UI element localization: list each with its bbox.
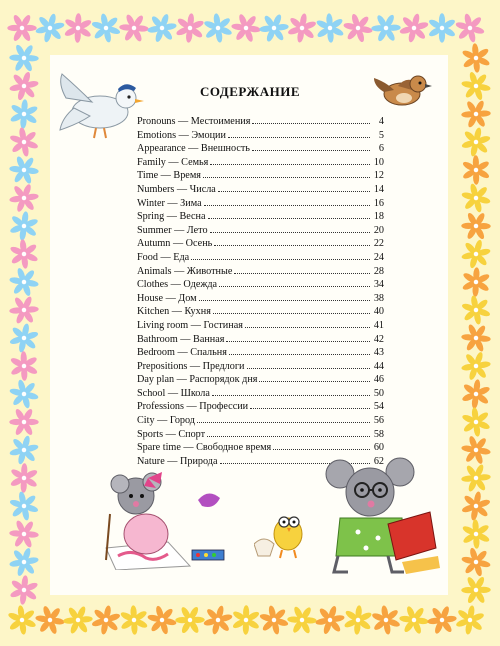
toc-entry-page: 5: [378, 129, 384, 141]
toc-entry: [137, 264, 384, 278]
toc-entry-title: Animals — Животные: [137, 265, 233, 277]
toc-entry: [137, 359, 384, 373]
toc-entry-page: 60: [373, 442, 384, 454]
toc-entry-page: 12: [373, 170, 384, 182]
toc-entry: [137, 386, 384, 400]
flower-decoration: [9, 408, 38, 437]
toc-dot-leader: [219, 277, 370, 287]
toc-entry-page: 62: [373, 455, 384, 467]
flower-decoration: [9, 575, 38, 605]
toc-entry-page: 58: [373, 428, 384, 440]
toc-entry-page: 6: [378, 143, 384, 155]
flower-decoration: [461, 127, 491, 157]
toc-entry-page: 10: [373, 156, 384, 168]
toc-entry-title: Emotions — Эмоции: [137, 129, 226, 141]
toc-dot-leader: [228, 128, 370, 138]
toc-dot-leader: [234, 264, 370, 274]
toc-entry-title: City — Город: [137, 415, 195, 427]
flower-decoration: [461, 323, 491, 352]
flower-decoration: [10, 463, 39, 493]
flower-decoration: [461, 407, 490, 437]
toc-entry-title: Spring — Весна: [137, 211, 206, 223]
toc-entry-page: 16: [373, 197, 384, 209]
toc-dot-leader: [226, 332, 370, 342]
toc-entry-title: Summer — Лето: [137, 224, 208, 236]
toc-entry-title: Kitchen — Кухня: [137, 306, 211, 318]
flower-decoration: [455, 605, 485, 635]
toc-entry-title: Clothes — Одежда: [137, 279, 218, 291]
flower-decoration: [7, 14, 36, 43]
toc-entry-page: 46: [373, 374, 384, 386]
toc-entry: [137, 318, 384, 332]
flower-decoration: [461, 351, 491, 381]
flower-decoration: [461, 463, 491, 492]
flower-decoration: [461, 491, 491, 521]
toc-dot-leader: [207, 427, 370, 437]
flower-decoration: [147, 605, 177, 635]
toc-entry: [137, 250, 384, 264]
toc-entry-page: 38: [373, 292, 384, 304]
toc-entry-title: Numbers — Числа: [137, 183, 216, 195]
flower-decoration: [371, 605, 401, 635]
flower-decoration: [462, 155, 491, 185]
toc-entry-title: Food — Еда: [137, 251, 190, 263]
toc-entry: [137, 372, 384, 386]
flower-decoration: [461, 295, 491, 325]
toc-dot-leader: [259, 372, 370, 382]
toc-entry: [137, 168, 384, 182]
flower-decoration: [399, 605, 429, 634]
toc-dot-leader: [191, 250, 370, 260]
toc-entry: [137, 291, 384, 305]
toc-dot-leader: [252, 114, 370, 124]
flower-decoration: [427, 605, 457, 634]
page-title: СОДЕРЖАНИЕ: [199, 84, 301, 99]
toc-entry-page: 28: [373, 265, 384, 277]
toc-dot-leader: [204, 196, 370, 206]
toc-entry-page: 56: [373, 415, 384, 427]
flower-decoration: [343, 605, 372, 635]
toc-entry-title: House — Дом: [137, 292, 197, 304]
flower-decoration: [9, 547, 39, 577]
toc-entry-page: 4: [378, 116, 384, 127]
toc-entry: [137, 236, 384, 250]
toc-entry-title: Autumn — Осень: [137, 238, 213, 250]
toc-entry-title: Professions — Профессии: [137, 401, 249, 413]
flower-decoration: [461, 100, 491, 129]
flower-decoration: [9, 491, 39, 521]
flower-decoration: [462, 267, 491, 297]
toc-entry: [137, 223, 384, 237]
chick-illustration: [254, 500, 310, 560]
toc-entry-title: Spare time — Свободное время: [137, 442, 272, 454]
flower-decoration: [91, 605, 121, 635]
toc-dot-leader: [210, 155, 370, 165]
toc-entry: [137, 141, 384, 155]
toc-entry-page: 42: [373, 333, 384, 345]
toc-entry-page: 22: [373, 238, 384, 250]
toc-entry: [137, 427, 384, 441]
flower-decoration: [428, 13, 457, 42]
flower-decoration: [461, 547, 491, 577]
toc-entry-page: 50: [373, 387, 384, 399]
toc-dot-leader: [203, 168, 370, 178]
flower-decoration: [315, 13, 344, 43]
flower-decoration: [9, 211, 39, 241]
toc-entry: [137, 345, 384, 359]
flower-decoration: [232, 605, 261, 635]
toc-entry-title: Living room — Гостиная: [137, 319, 243, 331]
toc-entry-title: Sports — Спорт: [137, 428, 206, 440]
toc-entry-page: 41: [373, 319, 384, 331]
toc-entry-page: 34: [373, 279, 384, 291]
flower-decoration: [287, 13, 317, 43]
flower-decoration: [175, 606, 205, 635]
toc-entry: [137, 413, 384, 427]
flower-decoration: [461, 379, 490, 409]
toc-dot-leader: [208, 209, 370, 219]
flower-decoration: [9, 379, 39, 409]
toc-dot-leader: [197, 413, 370, 423]
toc-dot-leader: [250, 399, 370, 409]
flower-decoration: [287, 606, 317, 635]
toc-entry: [137, 114, 384, 128]
flower-decoration: [9, 267, 39, 297]
toc-entry: [137, 332, 384, 346]
flower-decoration: [461, 183, 491, 213]
flower-decoration: [259, 605, 289, 635]
flower-decoration: [461, 43, 490, 73]
flower-decoration: [9, 519, 39, 548]
toc-entry-page: 20: [373, 224, 384, 236]
toc-entry-title: Bedroom — Спальня: [137, 347, 227, 359]
toc-dot-leader: [229, 345, 370, 355]
flower-decoration: [35, 605, 65, 635]
toc-entry-page: 14: [373, 183, 384, 195]
toc-dot-leader: [252, 141, 370, 151]
flower-decoration: [119, 13, 149, 42]
toc-dot-leader: [210, 223, 370, 233]
flower-decoration: [231, 13, 261, 43]
flower-decoration: [9, 323, 39, 353]
toc-dot-leader: [212, 386, 370, 396]
flower-decoration: [399, 13, 429, 43]
toc-dot-leader: [199, 291, 370, 301]
flower-decoration: [203, 13, 233, 43]
flower-decoration: [63, 605, 93, 634]
toc-entry: [137, 304, 384, 318]
toc-entry-page: 40: [373, 306, 384, 318]
toc-entry-page: 24: [373, 251, 384, 263]
flower-decoration: [461, 239, 491, 269]
flower-decoration: [9, 435, 39, 465]
toc-entry-page: 43: [373, 347, 384, 359]
flower-decoration: [147, 13, 177, 43]
flower-decoration: [35, 13, 65, 43]
toc-dot-leader: [218, 182, 370, 192]
pigeon-illustration: [56, 68, 148, 140]
toc-dot-leader: [213, 304, 370, 314]
toc-entry: [137, 155, 384, 169]
flower-decoration: [10, 351, 39, 381]
toc-entry-title: School — Школа: [137, 387, 210, 399]
toc-entry: [137, 128, 384, 142]
flower-decoration: [371, 14, 401, 43]
toc-entry-page: 54: [373, 401, 384, 413]
toc-dot-leader: [245, 318, 370, 328]
flower-decoration: [462, 519, 491, 549]
flower-decoration: [9, 155, 39, 184]
flower-decoration: [91, 13, 121, 43]
flower-decoration: [461, 212, 491, 241]
toc-entry-title: Prepositions — Предлоги: [137, 360, 245, 372]
flower-decoration: [175, 13, 204, 43]
toc-entry: [137, 209, 384, 223]
flower-decoration: [455, 13, 485, 43]
flower-decoration: [259, 13, 289, 42]
flower-decoration: [461, 576, 491, 605]
toc-entry: [137, 277, 384, 291]
sparrow-illustration: [372, 68, 434, 112]
boy-mouse-illustration: [318, 452, 442, 576]
toc-entry-title: Family — Семья: [137, 156, 209, 168]
flower-decoration: [315, 605, 345, 635]
toc-entry-title: Winter — Зима: [137, 197, 202, 209]
flower-decoration: [9, 295, 39, 324]
flower-decoration: [9, 183, 39, 213]
flower-decoration: [9, 127, 39, 157]
flower-decoration: [9, 239, 38, 269]
flower-decoration: [9, 99, 38, 129]
girl-mouse-illustration: [98, 470, 228, 570]
toc-entry-title: Appearance — Внешность: [137, 143, 250, 155]
flower-decoration: [203, 605, 233, 635]
flower-decoration: [64, 13, 93, 43]
toc-entry-title: Bathroom — Ванная: [137, 333, 225, 345]
toc-entry: [137, 196, 384, 210]
toc-entry-title: Nature — Природа: [137, 455, 218, 467]
toc-entry-page: 44: [373, 360, 384, 372]
toc-dot-leader: [247, 359, 371, 369]
flower-decoration: [461, 435, 491, 465]
flower-decoration: [120, 605, 149, 635]
toc-entry: [137, 399, 384, 413]
flower-decoration: [343, 13, 373, 43]
toc-entry-title: Time — Время: [137, 170, 201, 182]
flower-decoration: [7, 605, 36, 635]
toc-dot-leader: [214, 236, 370, 246]
table-of-contents: [137, 114, 384, 467]
flower-decoration: [9, 44, 39, 73]
toc-entry: [137, 182, 384, 196]
toc-entry-title: Pronouns — Местоимения: [137, 116, 251, 127]
toc-entry-page: 18: [373, 211, 384, 223]
toc-entry-title: Day plan — Распорядок дня: [137, 374, 258, 386]
toc-dot-leader: [273, 440, 370, 450]
